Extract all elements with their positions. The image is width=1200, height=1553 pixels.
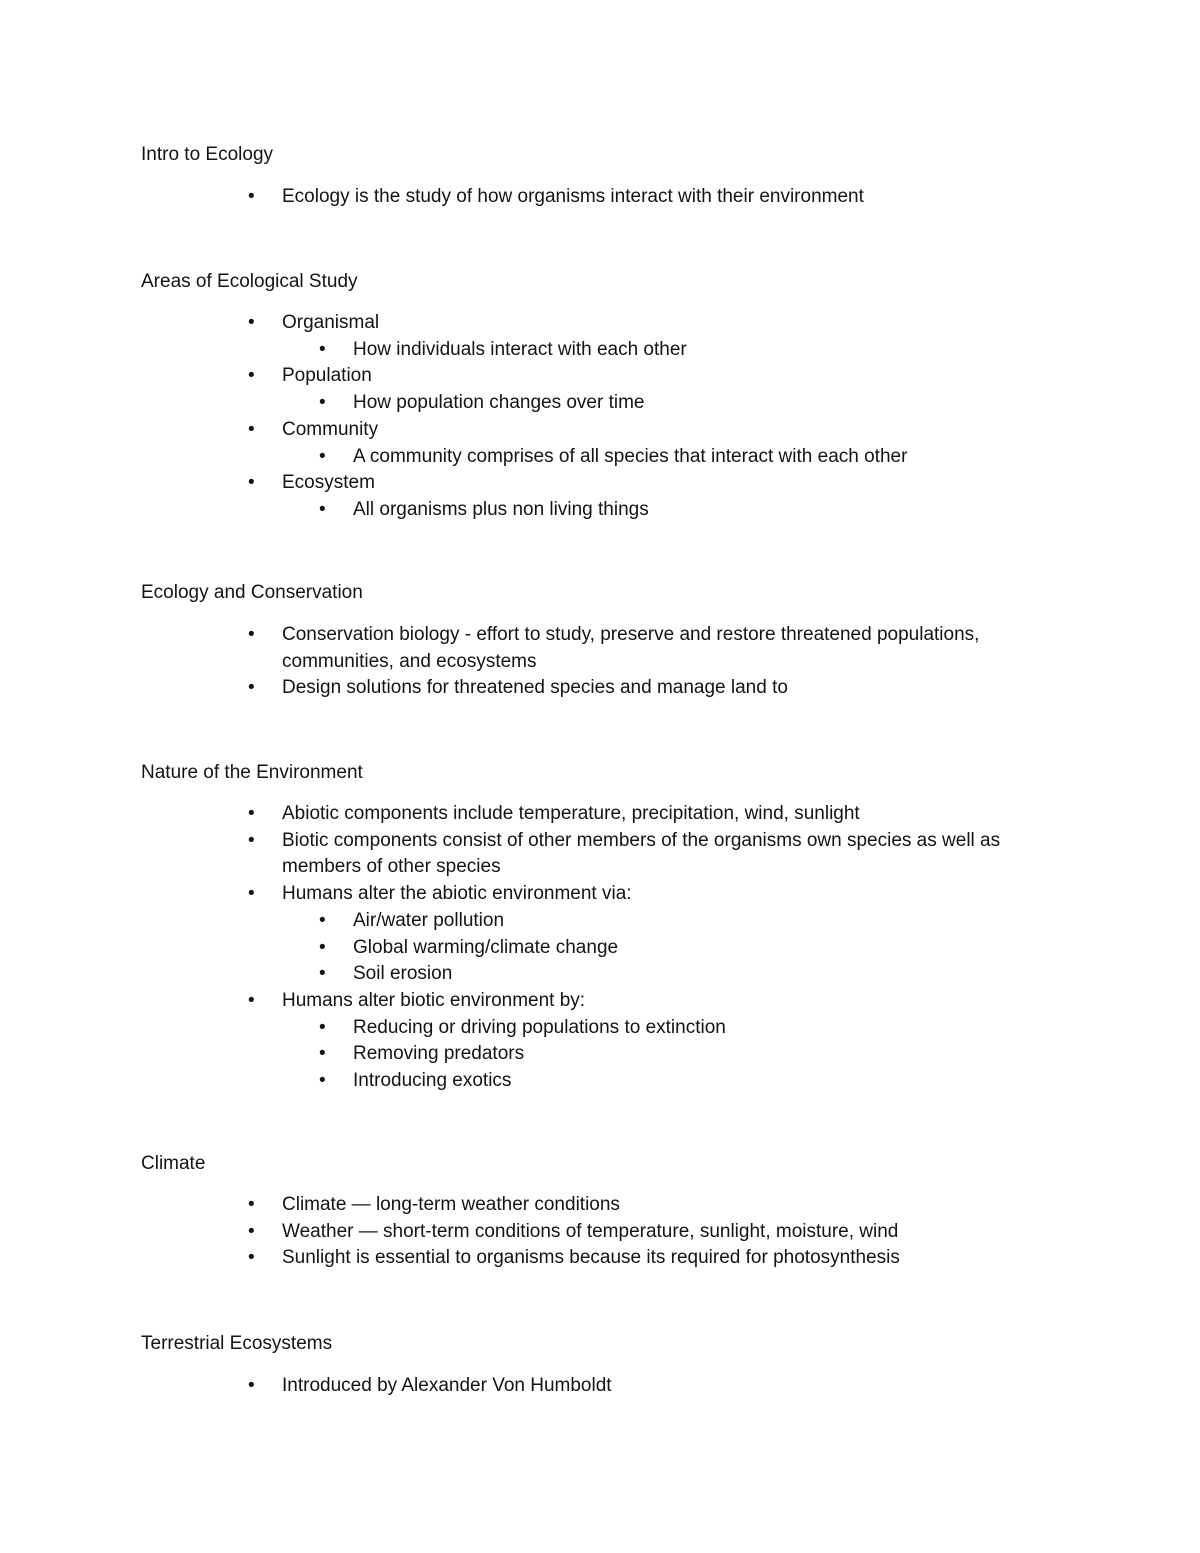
bullet-list xyxy=(141,622,1081,702)
bullet-icon: • xyxy=(248,1220,255,1242)
list-item-text: Sunlight is essential to organisms because its required for photosynthesis xyxy=(282,1247,900,1269)
bullet-icon: • xyxy=(248,624,255,645)
sub-list-item xyxy=(282,1041,1081,1068)
bullet-icon: • xyxy=(248,803,255,824)
section-terrestrial-ecosystems xyxy=(141,1331,1081,1400)
bullet-icon: • xyxy=(248,472,255,494)
bullet-list xyxy=(141,1192,1081,1272)
bullet-list xyxy=(141,310,1081,524)
list-item xyxy=(141,622,1081,675)
section-climate xyxy=(141,1151,1081,1272)
list-item-text: Conservation biology - effort to study, preserve and restore threatened populations, communities, and ecosystems xyxy=(282,624,980,672)
list-item-text: Ecology is the study of how organisms interact with their environment xyxy=(282,186,864,207)
sub-list-item-text: Introducing exotics xyxy=(353,1070,512,1092)
list-item xyxy=(141,1192,1081,1219)
bullet-icon: • xyxy=(248,186,255,207)
list-item xyxy=(141,988,1081,1095)
bullet-icon: • xyxy=(319,498,326,520)
bullet-icon: • xyxy=(319,1016,326,1038)
sub-list-item-text: Air/water pollution xyxy=(353,909,505,931)
section-heading: Areas of Ecological Study xyxy=(141,271,358,292)
list-item-text: Introduced by Alexander Von Humboldt xyxy=(282,1375,612,1396)
bullet-icon: • xyxy=(319,445,326,467)
section-ecology-and-conservation xyxy=(141,580,1081,702)
bullet-list xyxy=(141,184,1081,211)
bullet-icon: • xyxy=(319,1043,326,1065)
sub-list-item xyxy=(282,1015,1081,1042)
bullet-icon: • xyxy=(319,392,326,414)
bullet-icon: • xyxy=(248,829,255,851)
sub-list-item xyxy=(282,935,1081,962)
list-item-text: Humans alter biotic environment by: xyxy=(282,989,586,1011)
list-item-text: Abiotic components include temperature, precipitation, wind, sunlight xyxy=(282,803,860,824)
bullet-icon: • xyxy=(248,312,255,333)
list-item xyxy=(141,363,1081,416)
sub-list-item xyxy=(282,390,1081,417)
sub-list-item-text: How population changes over time xyxy=(353,392,645,414)
bullet-list xyxy=(141,1373,1081,1400)
section-heading: Nature of the Environment xyxy=(141,762,363,783)
sub-bullet-list xyxy=(282,908,1081,988)
bullet-icon: • xyxy=(248,883,255,905)
list-item-text: Ecosystem xyxy=(282,472,375,494)
list-item xyxy=(141,1373,1081,1400)
sub-list-item-text: Global warming/climate change xyxy=(353,936,619,958)
list-item-text: Humans alter the abiotic environment via: xyxy=(282,883,632,905)
list-item-text: Design solutions for threatened species and manage land to xyxy=(282,677,788,699)
section-heading: Climate xyxy=(141,1153,206,1174)
sub-bullet-list xyxy=(282,337,1081,364)
sub-list-item xyxy=(282,444,1081,471)
list-item-text: Community xyxy=(282,418,379,440)
bullet-icon: • xyxy=(248,989,255,1011)
sub-list-item-text: Removing predators xyxy=(353,1043,525,1065)
list-item-text: Weather — short-term conditions of temperature, sunlight, moisture, wind xyxy=(282,1220,899,1242)
list-item xyxy=(141,1219,1081,1246)
sub-list-item xyxy=(282,1068,1081,1095)
sub-list-item xyxy=(282,497,1081,524)
sub-list-item xyxy=(282,908,1081,935)
section-heading: Intro to Ecology xyxy=(141,144,274,165)
list-item xyxy=(141,310,1081,363)
sub-list-item-text: Soil erosion xyxy=(353,963,453,985)
bullet-icon: • xyxy=(319,338,326,360)
sub-list-item-text: How individuals interact with each other xyxy=(353,338,687,360)
list-item-text: Biotic components consist of other members of the organisms own species as well as members of other species xyxy=(282,829,1001,878)
list-item-text: Climate — long-term weather conditions xyxy=(282,1194,620,1215)
bullet-icon: • xyxy=(319,963,326,985)
section-heading: Ecology and Conservation xyxy=(141,582,363,603)
section-heading: Terrestrial Ecosystems xyxy=(141,1333,333,1354)
section-nature-of-the-environment xyxy=(141,760,1081,1095)
sub-list-item-text: All organisms plus non living things xyxy=(353,498,649,520)
list-item-text: Organismal xyxy=(282,312,380,333)
list-item xyxy=(141,675,1081,702)
sub-bullet-list xyxy=(282,444,1081,471)
section-intro-to-ecology xyxy=(141,142,1081,211)
sub-list-item xyxy=(282,337,1081,364)
bullet-icon: • xyxy=(248,1194,255,1215)
sub-list-item-text: A community comprises of all species that interact with each other xyxy=(353,445,908,467)
bullet-icon: • xyxy=(248,677,255,699)
section-areas-of-ecological-study xyxy=(141,269,1081,524)
sub-list-item xyxy=(282,961,1081,988)
list-item xyxy=(141,801,1081,828)
bullet-icon: • xyxy=(248,1375,255,1396)
bullet-icon: • xyxy=(319,1070,326,1092)
sub-bullet-list xyxy=(282,497,1081,524)
list-item xyxy=(141,184,1081,211)
sub-bullet-list xyxy=(282,390,1081,417)
sub-bullet-list xyxy=(282,1015,1081,1095)
list-item-text: Population xyxy=(282,365,372,387)
bullet-icon: • xyxy=(319,936,326,958)
bullet-icon: • xyxy=(248,418,255,440)
list-item xyxy=(141,881,1081,988)
bullet-icon: • xyxy=(248,365,255,387)
list-item xyxy=(141,828,1081,881)
bullet-icon: • xyxy=(319,909,326,931)
bullet-icon: • xyxy=(248,1247,255,1269)
list-item xyxy=(141,1245,1081,1272)
list-item xyxy=(141,417,1081,470)
list-item xyxy=(141,470,1081,523)
sub-list-item-text: Reducing or driving populations to extinction xyxy=(353,1016,726,1038)
bullet-list xyxy=(141,801,1081,1095)
